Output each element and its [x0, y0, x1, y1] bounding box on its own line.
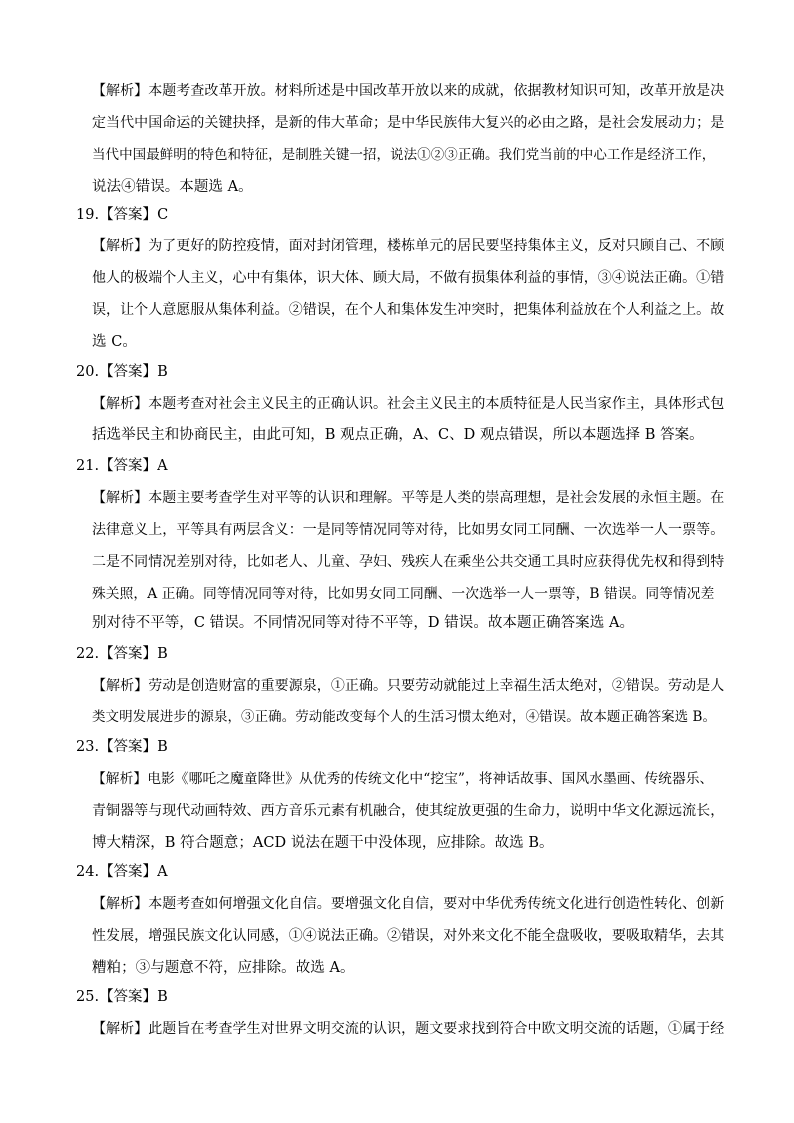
analysis-line: 殊关照，A 正确。同等情况同等对待，比如男女同工同酬、一次选举一人一票等，B 错误。同等情况差 — [92, 586, 715, 602]
analysis-line: 二是不同情况差别对待，比如老人、儿童、孕妇、残疾人在乘坐公共交通工具时应获得优先权和得到特 — [92, 554, 724, 570]
question-number: 19. — [76, 207, 100, 223]
analysis-line: 【解析】电影《哪吒之魔童降世》从优秀的传统文化中“挖宝”，将神话故事、国风水墨画、传统器乐、 — [92, 771, 714, 787]
analysis-line: 博大精深，B 符合题意；ACD 说法在题干中没体现，应排除。故选 B。 — [92, 835, 554, 851]
answer-value: B — [157, 364, 168, 380]
analysis-line: 【解析】本题考查改革开放。材料所述是中国改革开放以来的成就，依据教材知识可知，改革开放是决 — [92, 83, 724, 99]
answer-row-22 — [76, 642, 168, 666]
answer-value: B — [157, 739, 168, 755]
answer-row-23 — [76, 735, 168, 759]
analysis-line: 【解析】此题旨在考查学生对世界文明交流的认识，题文要求找到符合中欧文明交流的话题，①属于经 — [92, 1021, 724, 1037]
question-number: 21. — [76, 458, 100, 474]
question-number: 24. — [76, 864, 100, 880]
answer-tag: 【答案】 — [99, 364, 158, 380]
answer-tag: 【答案】 — [99, 989, 158, 1005]
analysis-line: 他人的极端个人主义，心中有集体，识大体、顾大局，不做有损集体利益的事情，③④说法正确。①错 — [92, 270, 724, 286]
answer-row-24 — [76, 860, 168, 884]
analysis-line: 选 C。 — [92, 334, 137, 350]
answer-tag: 【答案】 — [99, 207, 158, 223]
answer-tag: 【答案】 — [99, 739, 158, 755]
analysis-line: 性发展，增强民族文化认同感，①④说法正确。②错误，对外来文化不能全盘吸收，要吸取精华，去其 — [92, 928, 724, 944]
answer-row-20 — [76, 360, 168, 384]
analysis-line: 【解析】为了更好的防控疫情，面对封闭管理，楼栋单元的居民要坚持集体主义，反对只顾自己、不顾 — [92, 238, 724, 254]
analysis-line: 【解析】劳动是创造财富的重要源泉，①正确。只要劳动就能过上幸福生活太绝对，②错误。劳动是人 — [92, 678, 724, 694]
analysis-line: 类文明发展进步的源泉，③正确。劳动能改变每个人的生活习惯太绝对，④错误。故本题正确答案选 B。 — [92, 709, 717, 725]
answer-row-25 — [76, 985, 168, 1009]
analysis-line: 当代中国最鲜明的特色和特征，是制胜关键一招，说法①②③正确。我们党当前的中心工作是经济工作， — [92, 147, 716, 163]
answer-value: B — [157, 646, 168, 662]
answer-value: B — [157, 989, 168, 1005]
analysis-line: 【解析】本题考查对社会主义民主的正确认识。社会主义民主的本质特征是人民当家作主，具体形式包 — [92, 396, 724, 412]
answer-tag: 【答案】 — [99, 646, 158, 662]
answer-value: C — [157, 207, 169, 223]
analysis-line: 青铜器等与现代动画特效、西方音乐元素有机融合，使其绽放更强的生命力，说明中华文化源远流长， — [92, 803, 724, 819]
analysis-line: 【解析】本题考查如何增强文化自信。要增强文化自信，要对中华优秀传统文化进行创造性转化、创新 — [92, 896, 724, 912]
analysis-line: 别对待不平等，C 错误。不同情况同等对待不平等，D 错误。故本题正确答案选 A。 — [92, 615, 635, 631]
answer-tag: 【答案】 — [99, 458, 158, 474]
analysis-line: 【解析】本题主要考查学生对平等的认识和理解。平等是人类的崇高理想，是社会发展的永恒主题。在 — [92, 490, 724, 506]
analysis-line: 括选举民主和协商民主，由此可知，B 观点正确，A、C、D 观点错误，所以本题选择 B 答案。 — [92, 427, 704, 443]
analysis-line: 误，让个人意愿服从集体利益。②错误，在个人和集体发生冲突时，把集体利益放在个人利益之上。故 — [92, 302, 724, 318]
question-number: 22. — [76, 646, 100, 662]
question-number: 23. — [76, 739, 100, 755]
analysis-line: 说法④错误。本题选 A。 — [92, 179, 253, 195]
answer-row-19 — [76, 203, 168, 227]
analysis-line: 糟粕；③与题意不符，应排除。故选 A。 — [92, 960, 355, 976]
answer-tag: 【答案】 — [99, 864, 158, 880]
question-number: 25. — [76, 989, 100, 1005]
question-number: 20. — [76, 364, 100, 380]
answer-value: A — [157, 864, 168, 880]
answer-value: A — [157, 458, 168, 474]
analysis-line: 定当代中国命运的关键抉择，是新的伟大革命；是中华民族伟大复兴的必由之路，是社会发展动力；是 — [92, 115, 724, 131]
analysis-line: 法律意义上，平等具有两层含义：一是同等情况同等对待，比如男女同工同酬、一次选举一人一票等。 — [92, 522, 724, 538]
answer-row-21 — [76, 454, 168, 478]
